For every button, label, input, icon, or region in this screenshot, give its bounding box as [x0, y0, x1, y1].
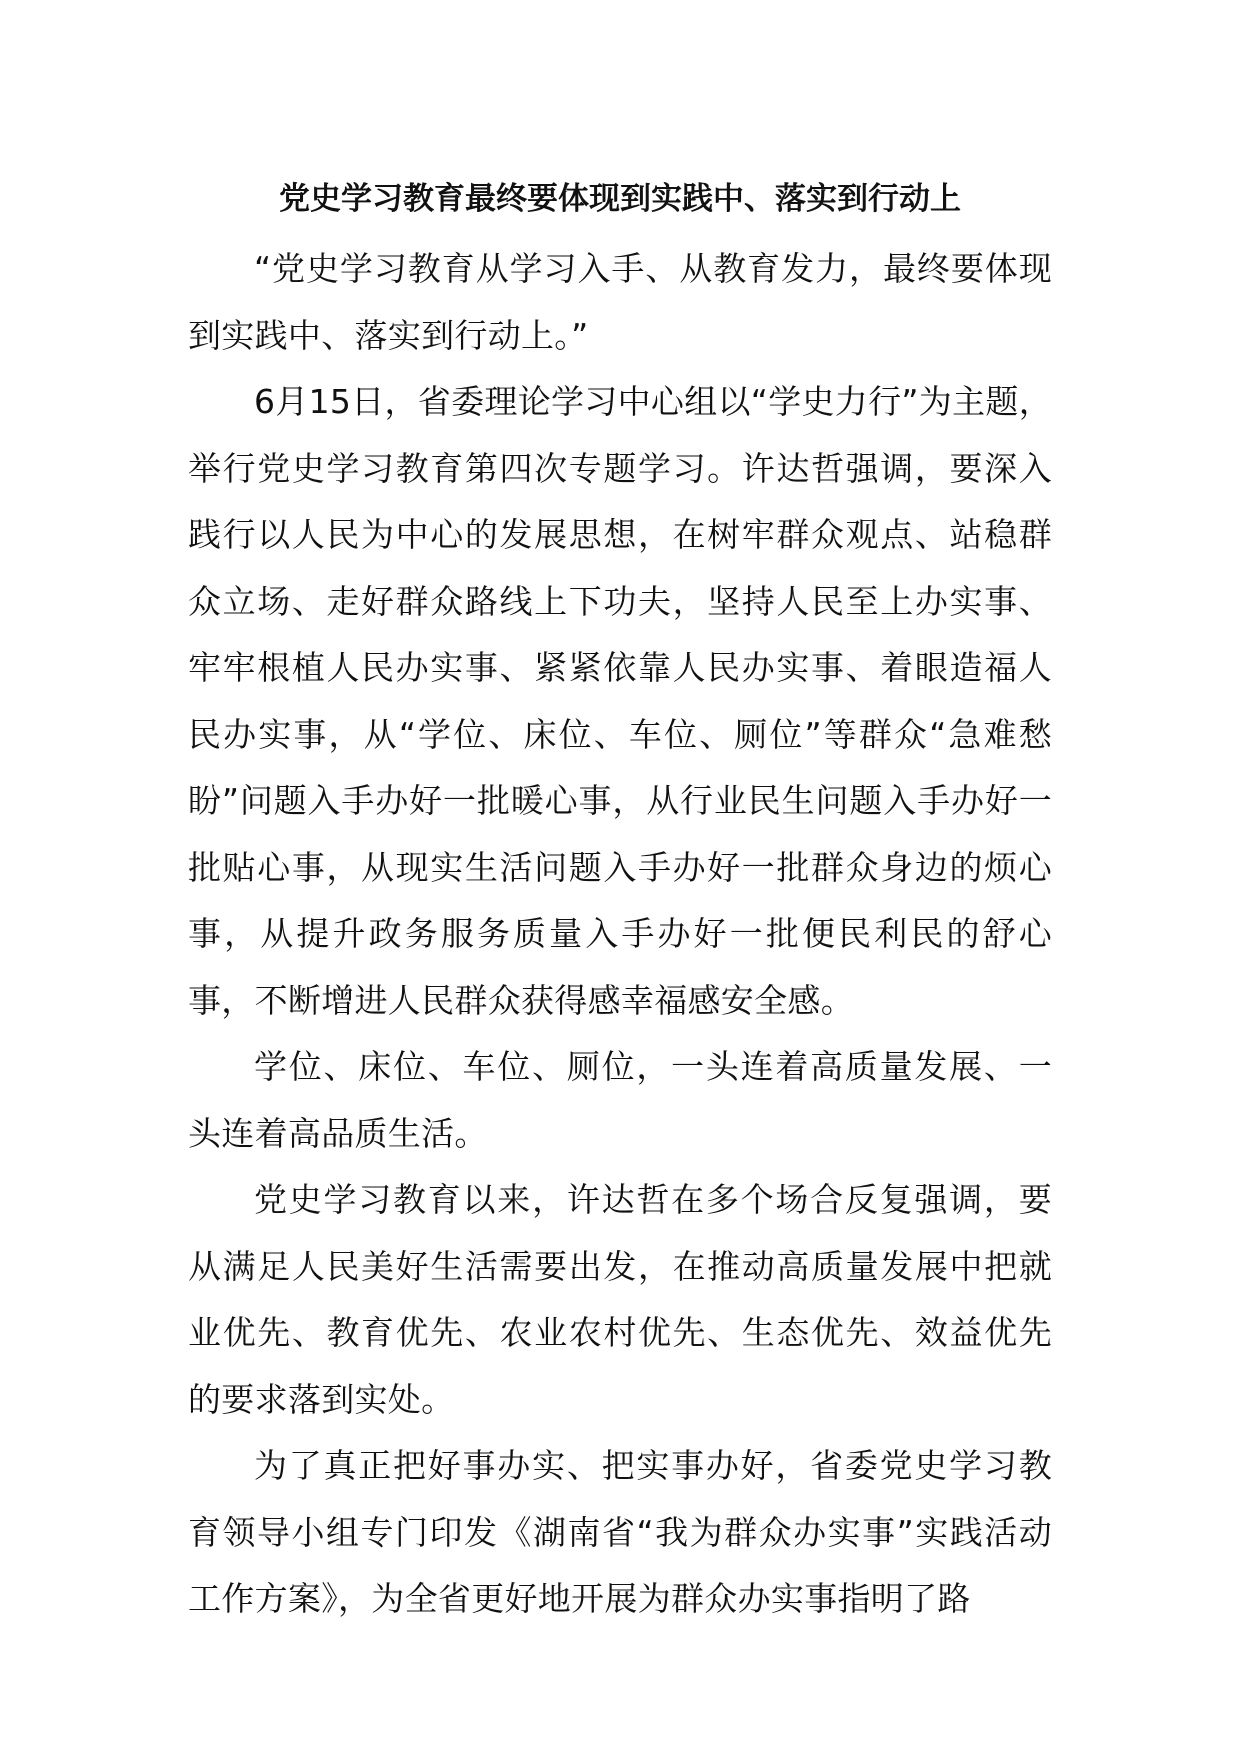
paragraph-priorities: 党史学习教育以来，许达哲在多个场合反复强调，要从满足人民美好生活需要出发，在推动高质量发展中把就业优先、教育优先、农业农村优先、生态优先、效益优先的要求落到实处。	[188, 1180, 1052, 1419]
document-title: 党史学习教育最终要体现到实践中、落实到行动上	[279, 181, 961, 217]
paragraph-meeting: 6月15日，省委理论学习中心组以“学史力行”为主题，举行党史学习教育第四次专题学习。许达哲强调，要深入践行以人民为中心的发展思想，在树牢群众观点、站稳群众立场、走好群众路线上下功夫，坚持人民至上办实事、牢牢根植人民办实事、紧紧依靠人民办实事、着眼造福人民办实事，从“学位、床位、车位、厕位”等群众“急难愁盼”问题入手办好一批暖心事，从行业民生问题入手办好一批贴心事，从现实生活问题入手办好一批群众身边的烦心事，从提升政务服务质量入手办好一批便民利民的舒心事，不断增进人民群众获得感幸福感安全感。	[188, 382, 1052, 1020]
paragraph-work-plan: 为了真正把好事办实、把实事办好，省委党史学习教育领导小组专门印发《湖南省“我为群众办实事”实践活动工作方案》，为全省更好地开展为群众办实事指明了路	[188, 1446, 1052, 1618]
document-body	[188, 236, 1052, 1633]
paragraph-quote: “党史学习教育从学习入手、从教育发力，最终要体现到实践中、落实到行动上。”	[188, 249, 1052, 355]
paragraph-four-positions: 学位、床位、车位、厕位，一头连着高质量发展、一头连着高品质生活。	[188, 1047, 1052, 1153]
